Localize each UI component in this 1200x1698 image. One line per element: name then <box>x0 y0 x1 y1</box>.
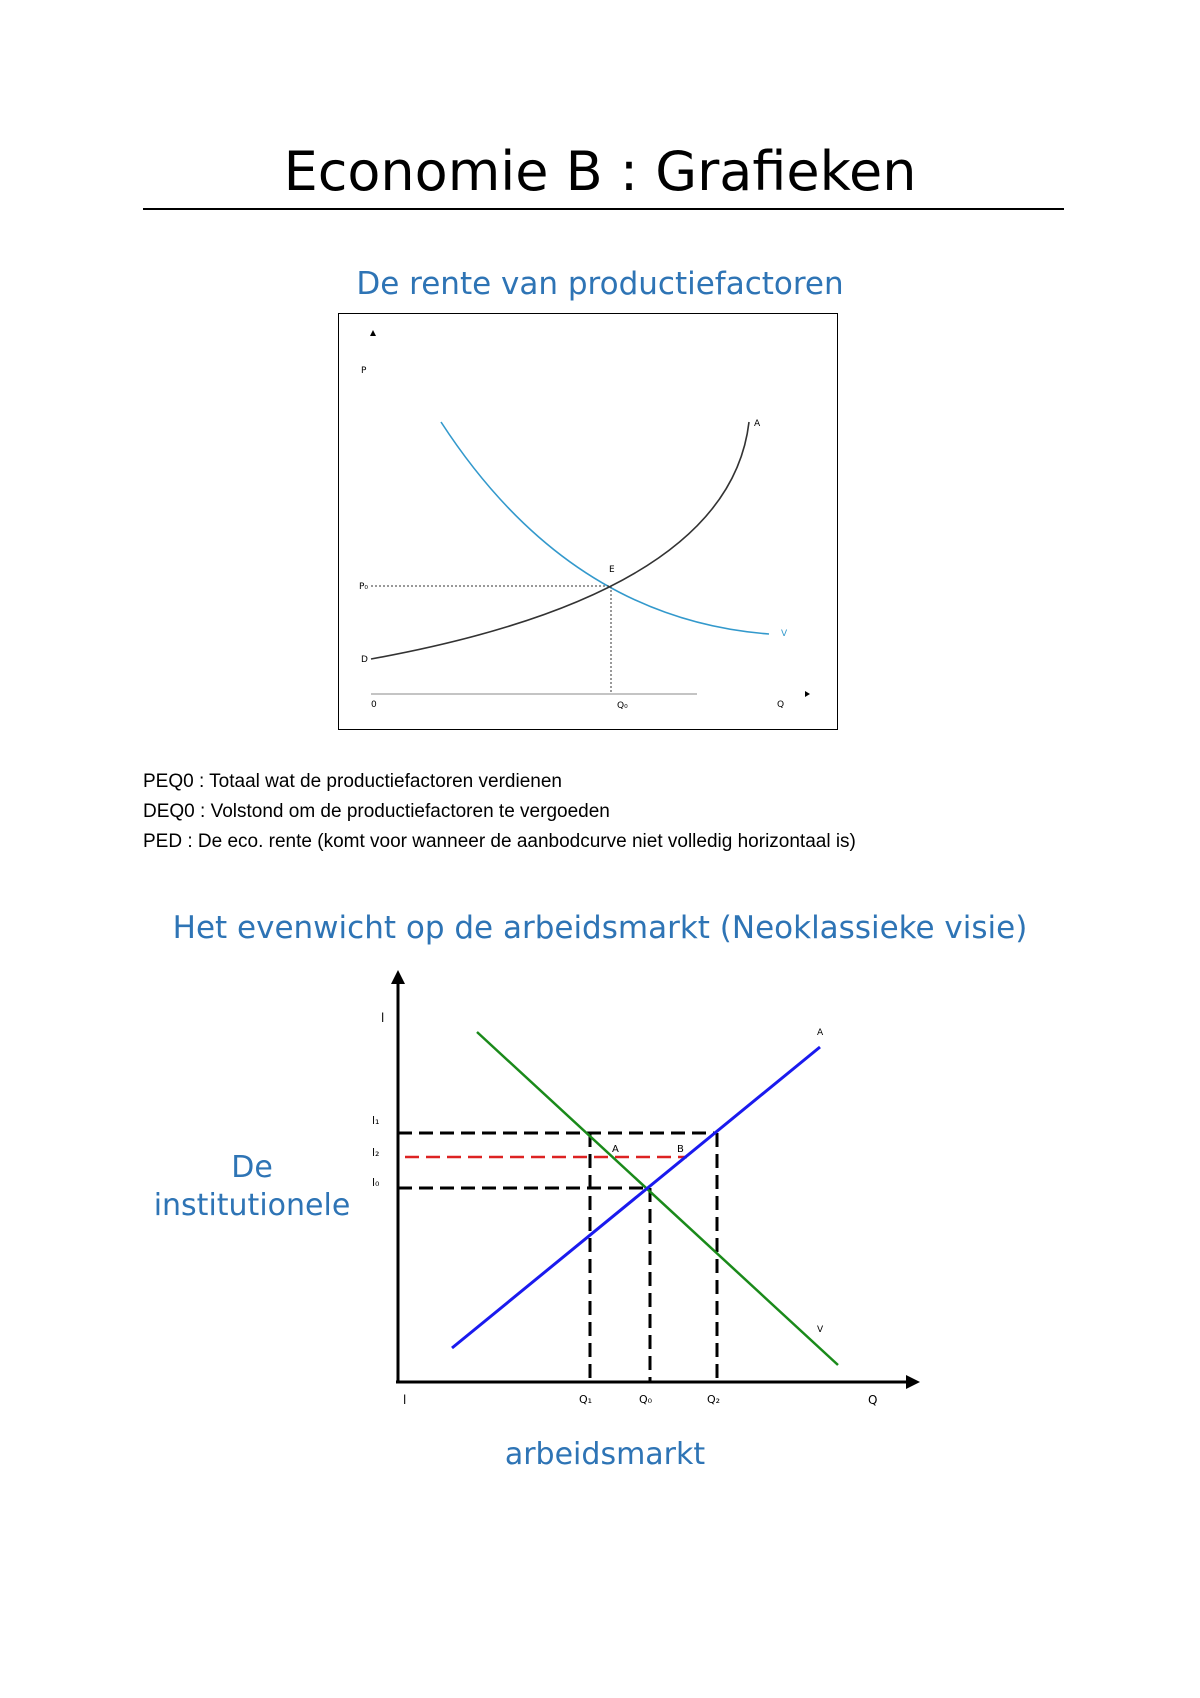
y-axis-arrow <box>370 330 376 336</box>
equilibrium-label: E <box>609 565 615 575</box>
notes <box>143 767 856 857</box>
quantity-level-label: Q₀ <box>617 701 628 711</box>
x-axis-arrow <box>805 691 810 697</box>
rent-chart <box>338 313 838 730</box>
demand-curve-v <box>441 422 769 634</box>
x-axis-arrow <box>906 1375 920 1389</box>
q0-label: Q₀ <box>639 1393 653 1406</box>
page-title: Economie B : Grafieken <box>283 140 917 203</box>
l1-label: l₁ <box>372 1114 380 1127</box>
y-axis-label: l <box>381 1011 385 1025</box>
y-axis-arrow <box>391 970 405 984</box>
side-label: De institutionele <box>153 1150 351 1223</box>
q1-label: Q₁ <box>579 1393 593 1406</box>
origin-label: l <box>403 1393 407 1407</box>
demand-line-label: V <box>817 1325 824 1335</box>
supply-start-label: D <box>361 655 368 665</box>
bottom-label: arbeidsmarkt <box>504 1437 706 1472</box>
y-axis-label: P <box>361 366 367 376</box>
rent-chart-svg <box>339 314 837 729</box>
labour-market-chart-svg <box>372 970 920 1430</box>
origin-label: 0 <box>371 700 377 710</box>
note-line: DEQ0 : Volstond om de productiefactoren te vergoeden <box>143 801 610 822</box>
labour-market-chart <box>372 970 920 1430</box>
demand-curve-label: V <box>781 629 788 639</box>
demand-line-v <box>477 1032 838 1365</box>
point-b-label: B <box>677 1144 684 1155</box>
section1-heading: De rente van productiefactoren <box>356 266 844 302</box>
x-axis-label: Q <box>868 1393 878 1407</box>
note-line: PEQ0 : Totaal wat de productiefactoren verdienen <box>143 771 562 792</box>
l0-label: l₀ <box>372 1176 380 1189</box>
supply-line-label: A <box>817 1028 824 1038</box>
point-a-label: A <box>612 1144 619 1155</box>
section2-heading: Het evenwicht op de arbeidsmarkt (Neoklassieke visie) <box>172 910 1028 946</box>
note-line: PED : De eco. rente (komt voor wanneer de aanbodcurve niet volledig horizontaal is) <box>143 831 856 852</box>
q2-label: Q₂ <box>707 1393 721 1406</box>
supply-curve-a <box>371 422 749 659</box>
l2-label: l₂ <box>372 1146 380 1159</box>
x-axis-label: Q <box>777 700 785 710</box>
supply-line-a <box>452 1047 820 1348</box>
title-rule <box>143 208 1064 210</box>
price-level-label: P₀ <box>359 582 369 592</box>
supply-curve-label: A <box>754 419 761 429</box>
